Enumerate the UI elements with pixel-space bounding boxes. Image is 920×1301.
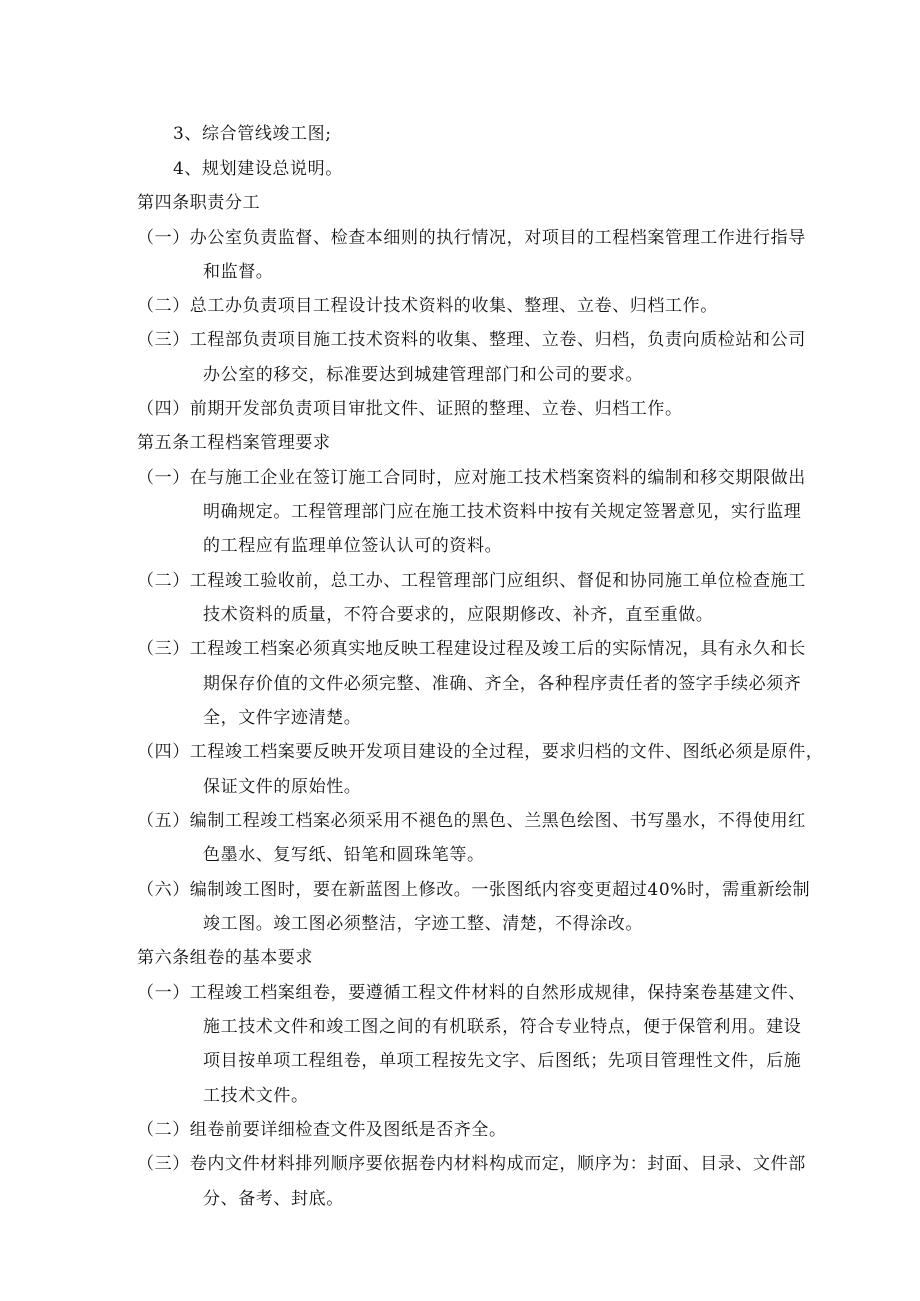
paragraph-line: 全，文件字迹清楚。 <box>203 708 362 728</box>
list-item-4: 4、规划建设总说明。 <box>173 159 343 179</box>
paragraph-line: （二）总工办负责项目工程设计技术资料的收集、整理、立卷、归档工作。 <box>137 296 718 316</box>
paragraph-line: （三）卷内文件材料排列顺序要依据卷内材料构成而定，顺序为：封面、目录、文件部 <box>137 1154 806 1174</box>
paragraph-line: 的工程应有监理单位签认认可的资料。 <box>203 536 503 556</box>
paragraph-line: 分、备考、封底。 <box>203 1189 344 1209</box>
paragraph-line: （四）前期开发部负责项目审批文件、证照的整理、立卷、归档工作。 <box>137 399 683 419</box>
paragraph-line: 竣工图。竣工图必须整洁，字迹工整、清楚，不得涂改。 <box>203 914 643 934</box>
paragraph-line: 技术资料的质量，不符合要求的，应限期修改、补齐，直至重做。 <box>203 605 714 625</box>
paragraph-line: 项目按单项工程组卷，单项工程按先文字、后图纸；先项目管理性文件，后施 <box>203 1051 802 1071</box>
paragraph-line: （一）办公室负责监督、检查本细则的执行情况，对项目的工程档案管理工作进行指导 <box>137 228 806 248</box>
article-4-heading: 第四条职责分工 <box>137 193 261 213</box>
paragraph-line: （六）编制竣工图时，要在新蓝图上修改。一张图纸内容变更超过40%时，需重新绘制 <box>137 880 811 900</box>
paragraph-line: 明确规定。工程管理部门应在施工技术资料中按有关规定签署意见，实行监理 <box>203 502 802 522</box>
paragraph-line: （四）工程竣工档案要反映开发项目建设的全过程，要求归档的文件、图纸必须是原件， <box>137 742 824 762</box>
paragraph-line: （三）工程竣工档案必须真实地反映工程建设过程及竣工后的实际情况，具有永久和长 <box>137 639 806 659</box>
paragraph-line: 施工技术文件和竣工图之间的有机联系，符合专业特点，便于保管利用。建设 <box>203 1017 802 1037</box>
paragraph-line: （五）编制工程竣工档案必须采用不褪色的黑色、兰黑色绘图、书写墨水，不得使用红 <box>137 811 806 831</box>
paragraph-line: 期保存价值的文件必须完整、准确、齐全，各种程序责任者的签字手续必须齐 <box>203 674 802 694</box>
paragraph-line: （二）工程竣工验收前，总工办、工程管理部门应组织、督促和协同施工单位检查施工 <box>137 571 806 591</box>
paragraph-line: 保证文件的原始性。 <box>203 777 362 797</box>
paragraph-line: （一）在与施工企业在签订施工合同时，应对施工技术档案资料的编制和移交期限做出 <box>137 468 806 488</box>
article-5-heading: 第五条工程档案管理要求 <box>137 433 331 453</box>
list-item-3: 3、综合管线竣工图; <box>173 124 332 144</box>
paragraph-line: 和监督。 <box>203 262 274 282</box>
paragraph-line: 色墨水、复写纸、铅笔和圆珠笔等。 <box>203 845 485 865</box>
paragraph-line: 办公室的移交，标准要达到城建管理部门和公司的要求。 <box>203 365 643 385</box>
paragraph-line: （二）组卷前要详细检查文件及图纸是否齐全。 <box>137 1120 507 1140</box>
paragraph-line: 工技术文件。 <box>203 1086 309 1106</box>
article-6-heading: 第六条组卷的基本要求 <box>137 948 313 968</box>
paragraph-line: （一）工程竣工档案组卷，要遵循工程文件材料的自然形成规律，保持案卷基建文件、 <box>137 983 806 1003</box>
paragraph-line: （三）工程部负责项目施工技术资料的收集、整理、立卷、归档，负责向质检站和公司 <box>137 330 806 350</box>
